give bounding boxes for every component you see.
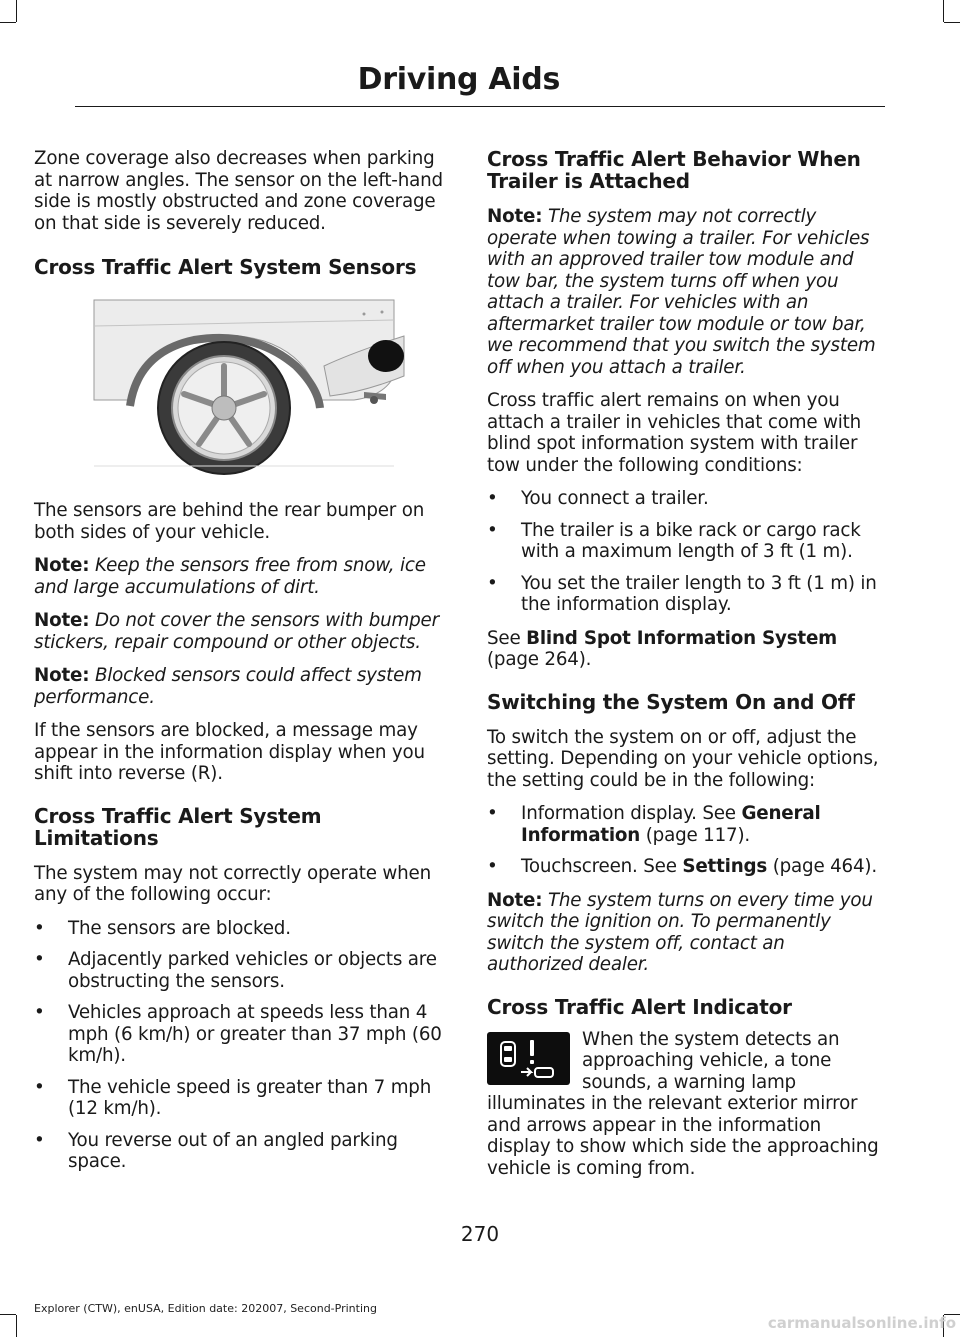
cross-traffic-alert-indicator-icon	[487, 1032, 570, 1085]
paragraph-see-blind-spot	[487, 628, 880, 671]
list-item	[487, 856, 880, 878]
cross-traffic-warning-icon	[487, 1032, 570, 1085]
list-item	[487, 803, 880, 846]
heading-indicator: Cross Traffic Alert Indicator	[487, 994, 792, 1019]
paragraph-trailer-conditions: Cross traffic alert remains on when you attach a trailer in vehicles that come with blind spot information system with trailer tow under the following conditions:	[487, 390, 861, 476]
see-prefix: See	[487, 627, 521, 649]
crop-mark	[944, 22, 960, 23]
note-text: Do not cover the sensors with bumper stickers, repair compound or other objects.	[34, 610, 439, 653]
page-reference: (page 117).	[645, 824, 750, 846]
note-label: Note:	[487, 206, 543, 227]
paragraph-zone-coverage: Zone coverage also decreases when parking at narrow angles. The sensor on the left-hand side is mostly obstructed and zone coverage on that side is severely reduced.	[34, 148, 443, 234]
rear-bumper-sensor-figure	[34, 296, 447, 476]
bullet: •	[34, 1076, 45, 1098]
bullet: •	[487, 803, 498, 824]
list-item-text: Information display. See	[521, 803, 736, 824]
indicator-paragraph-wrap	[487, 1029, 880, 1180]
note-label: Note:	[487, 889, 543, 911]
heading-switching: Switching the System On and Off	[487, 689, 855, 714]
switch-locations-list	[487, 803, 880, 878]
bullet: •	[487, 488, 498, 509]
crop-mark	[16, 1315, 17, 1337]
note-switch	[487, 890, 880, 976]
list-item-text: The sensors are blocked.	[68, 917, 291, 939]
note-text: Blocked sensors could affect system performance.	[34, 665, 422, 708]
page-reference: (page 464).	[772, 856, 877, 877]
bullet: •	[487, 856, 498, 877]
page-reference: (page 264).	[487, 649, 592, 670]
note-label: Note:	[34, 555, 90, 576]
bullet: •	[34, 949, 45, 970]
limitations-list	[34, 918, 447, 1173]
list-item-text: Touchscreen. See	[521, 856, 677, 877]
note-text: Keep the sensors free from snow, ice and large accumulations of dirt.	[34, 555, 426, 598]
bullet: •	[487, 519, 498, 541]
settings-link[interactable]: Settings	[682, 856, 768, 877]
note-trailer	[487, 206, 880, 378]
bullet: •	[34, 917, 45, 939]
list-item-text: The vehicle speed is greater than 7 mph (12 km/h).	[68, 1076, 432, 1119]
note-label: Note:	[34, 665, 90, 686]
list-item-text: Adjacently parked vehicles or objects are obstructing the sensors.	[68, 949, 437, 992]
list-item-text: You connect a trailer.	[521, 488, 709, 509]
list-item-text: You reverse out of an angled parking space.	[68, 1129, 398, 1172]
note-keep-sensors-free	[34, 555, 447, 598]
left-column	[34, 148, 447, 1185]
note-text: The system turns on every time you switch the ignition on. To permanently switch the system off, contact an authorized dealer.	[487, 889, 873, 975]
paragraph-indicator: When the system detects an approaching vehicle, a tone sounds, a warning lamp illuminates in the relevant exterior mirror and arrows appear in the information display to show which side the approaching vehicle is coming from.	[487, 1028, 879, 1179]
right-column	[487, 148, 880, 1191]
header-divider	[75, 106, 885, 107]
page-title: Driving Aids	[357, 62, 560, 97]
bullet: •	[34, 1002, 45, 1023]
list-item	[487, 573, 880, 616]
note-label: Note:	[34, 610, 90, 631]
list-item	[487, 520, 880, 563]
paragraph-sensor-location: The sensors are behind the rear bumper on both sides of your vehicle.	[34, 500, 425, 543]
heading-sensors: Cross Traffic Alert System Sensors	[34, 255, 417, 279]
bullet: •	[487, 572, 498, 594]
note-text: The system may not correctly operate when towing a trailer. For vehicles with an approved trailer tow module and tow bar, the system turns off when you attach a trailer. For vehicles with an aftermarket trailer tow module or tow bar, we recommend that you switch the system off when you attach a trailer.	[487, 206, 876, 378]
list-item-text: The trailer is a bike rack or cargo rack with a maximum length of 3 ft (1 m).	[521, 519, 861, 562]
heading-limitations: Cross Traffic Alert System Limitations	[34, 803, 322, 850]
list-item	[34, 1077, 447, 1120]
heading-trailer-behavior: Cross Traffic Alert Behavior When Trailer is Attached	[487, 147, 861, 193]
trailer-conditions-list	[487, 488, 880, 616]
crop-mark	[16, 0, 17, 22]
vehicle-rear-wheel-illustration	[34, 296, 447, 476]
page-number: 270	[460, 1222, 500, 1246]
list-item	[34, 949, 447, 992]
bullet: •	[34, 1129, 45, 1151]
general-information-link[interactable]: General Information	[521, 803, 821, 846]
list-item	[34, 1130, 447, 1173]
note-do-not-cover	[34, 610, 447, 653]
crop-mark	[0, 22, 16, 23]
paragraph-switch-intro: To switch the system on or off, adjust the setting. Depending on your vehicle options, the setting could be in the following:	[487, 726, 879, 791]
paragraph-blocked-message: If the sensors are blocked, a message may appear in the information display when you shift into reverse (R).	[34, 720, 425, 784]
crop-mark	[943, 0, 944, 22]
edition-footer: Explorer (CTW), enUSA, Edition date: 202007, Second-Printing	[34, 1302, 377, 1315]
list-item	[34, 1002, 447, 1067]
list-item	[487, 488, 880, 510]
list-item-text: Vehicles approach at speeds less than 4 mph (6 km/h) or greater than 37 mph (60 km/h).	[68, 1002, 442, 1066]
blind-spot-link[interactable]: Blind Spot Information System	[526, 627, 837, 649]
list-item	[34, 918, 447, 940]
note-blocked-sensors	[34, 665, 447, 708]
list-item-text: You set the trailer length to 3 ft (1 m) in the information display.	[521, 572, 877, 615]
crop-mark	[0, 1314, 16, 1315]
paragraph-limitations-intro: The system may not correctly operate when any of the following occur:	[34, 862, 431, 905]
watermark: carmanualsonline.info	[767, 1314, 956, 1332]
